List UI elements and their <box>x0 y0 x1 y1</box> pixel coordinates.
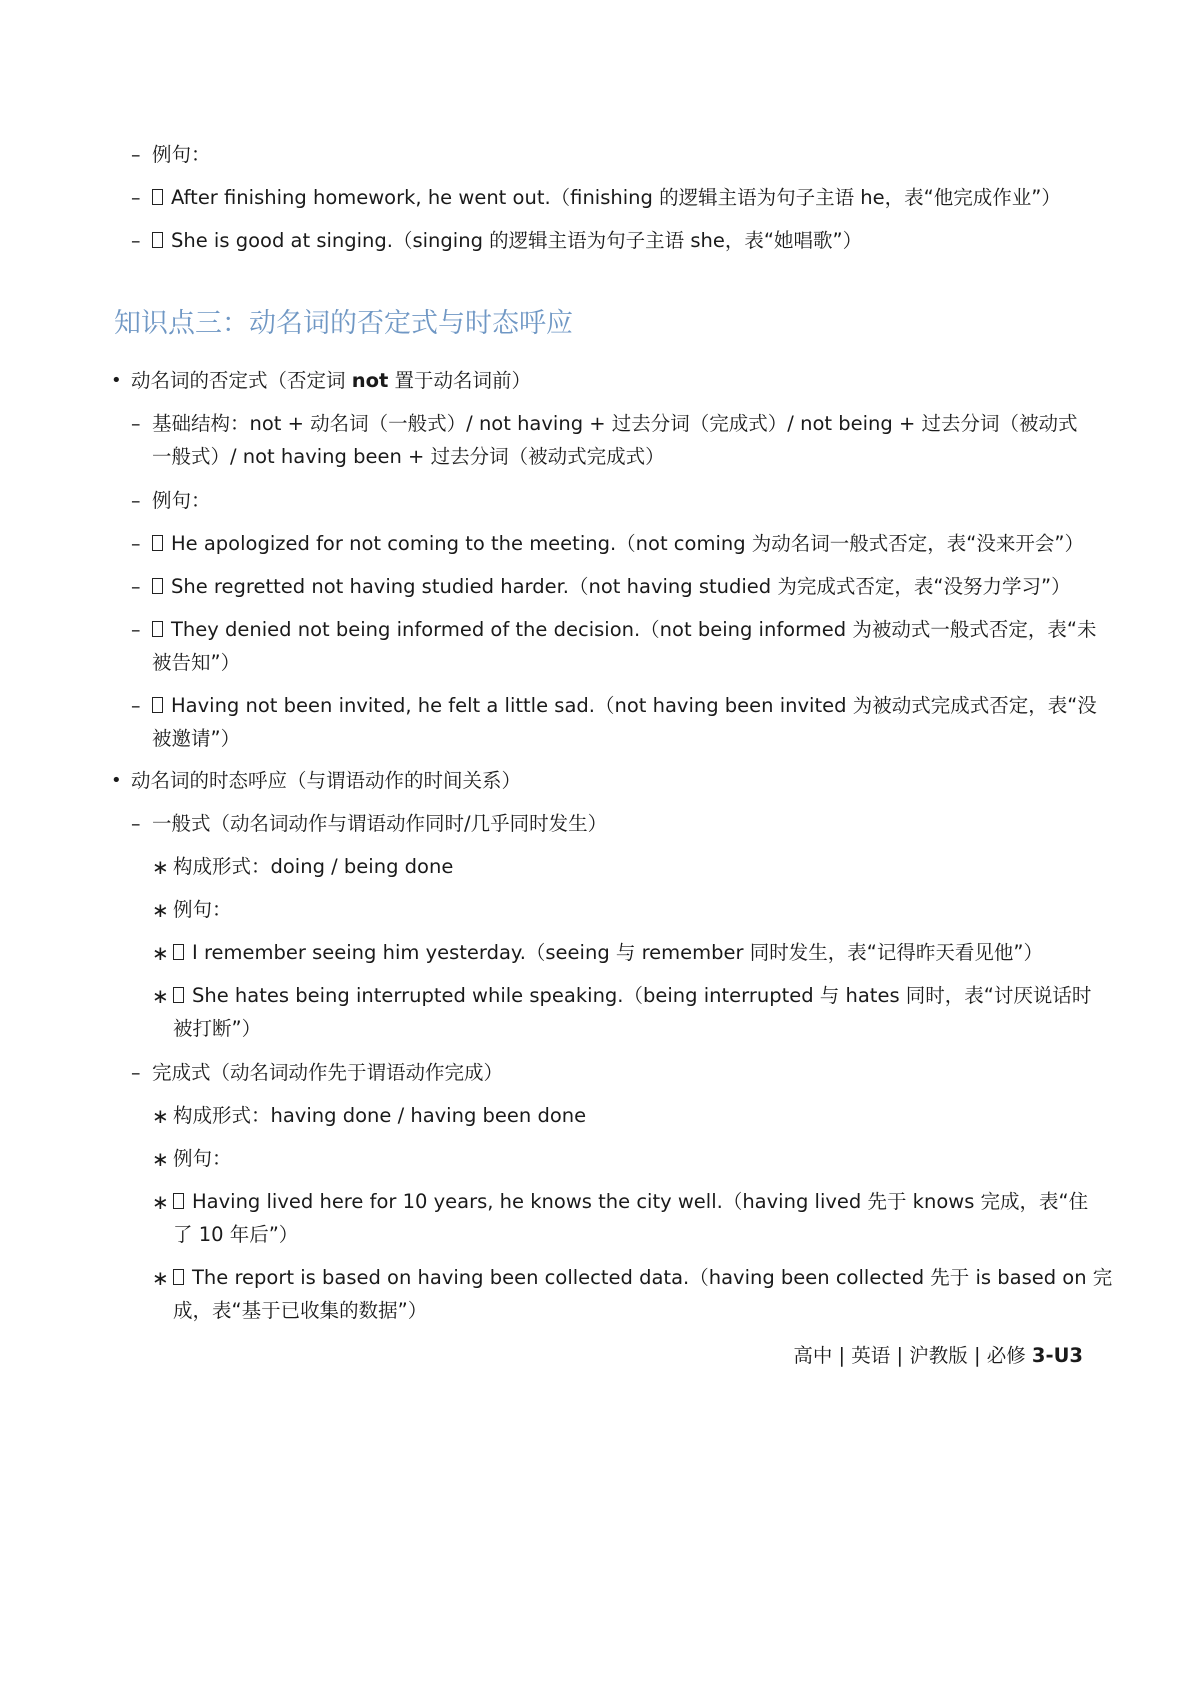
example-sentence <box>152 225 862 257</box>
dash-marker: – <box>131 695 141 717</box>
example-text: He apologized for not coming to the meeting.（not coming 为动名词一般式否定，表“没来开会”） <box>171 532 1085 555</box>
checkbox-icon <box>173 1269 184 1285</box>
footer-text: 高中 | 英语 | 沪教版 | 必修 <box>793 1344 1032 1367</box>
footer-unit: 3-U3 <box>1031 1344 1083 1367</box>
title-part: 动名词的否定式（否定词 <box>131 369 352 392</box>
example-text: I remember seeing him yesterday.（seeing 与 remember 同时发生，表“记得昨天看见他”） <box>192 941 1043 964</box>
example-sentence <box>152 528 1084 560</box>
example-label: 例句： <box>173 1147 232 1170</box>
checkbox-icon <box>173 1193 184 1209</box>
dash-marker: – <box>131 1062 141 1084</box>
star-marker: ∗ <box>152 1147 169 1171</box>
example-sentence <box>173 1262 1112 1294</box>
dash-marker: – <box>131 576 141 598</box>
checkbox-icon <box>152 578 163 594</box>
example-sentence <box>152 690 1097 722</box>
page-footer <box>793 1340 1083 1372</box>
example-text: The report is based on having been collected data.（having been collected 先于 is based on 完 <box>192 1266 1113 1289</box>
tense-title: 动名词的时态呼应（与谓语动作的时间关系） <box>131 769 522 792</box>
example-label: 例句： <box>152 489 211 512</box>
checkbox-icon <box>173 987 184 1003</box>
checkbox-icon <box>173 944 184 960</box>
form-line: 构成形式：doing / being done <box>173 855 454 878</box>
dash-marker: – <box>131 490 141 512</box>
example-sentence <box>152 182 1061 214</box>
negation-title <box>131 365 531 397</box>
checkbox-icon <box>152 189 163 205</box>
example-sentence <box>152 571 1071 603</box>
structure-line: 一般式）/ not having been + 过去分词（被动式完成式） <box>152 445 665 468</box>
example-sentence <box>152 614 1096 646</box>
example-continuation: 被告知”） <box>152 651 241 674</box>
dash-marker: – <box>131 813 141 835</box>
example-continuation: 被打断”） <box>173 1017 262 1040</box>
example-text: She hates being interrupted while speaking.（being interrupted 与 hates 同时，表“讨厌说话时 <box>192 984 1092 1007</box>
dash-marker: – <box>131 619 141 641</box>
checkbox-icon <box>152 697 163 713</box>
general-title: 一般式（动名词动作与谓语动作同时/几乎同时发生） <box>152 812 608 835</box>
example-label: 例句： <box>173 898 232 921</box>
structure-line: 基础结构：not + 动名词（一般式）/ not having + 过去分词（完成式）/ not being + 过去分词（被动式 <box>152 412 1078 435</box>
example-text: After finishing homework, he went out.（finishing 的逻辑主语为句子主语 he，表“他完成作业”） <box>171 186 1061 209</box>
bullet-marker: • <box>111 370 122 391</box>
bullet-marker: • <box>111 770 122 791</box>
checkbox-icon <box>152 232 163 248</box>
example-text: Having not been invited, he felt a little sad.（not having been invited 为被动式完成式否定，表“没 <box>171 694 1097 717</box>
example-sentence <box>173 1186 1088 1218</box>
star-marker: ∗ <box>152 1104 169 1128</box>
dash-marker: – <box>131 413 141 435</box>
form-line: 构成形式：having done / having been done <box>173 1104 587 1127</box>
star-marker: ∗ <box>152 984 169 1008</box>
example-continuation: 被邀请”） <box>152 727 241 750</box>
example-text: She regretted not having studied harder.（not having studied 为完成式否定，表“没努力学习”） <box>171 575 1071 598</box>
star-marker: ∗ <box>152 855 169 879</box>
example-text: She is good at singing.（singing 的逻辑主语为句子主语 she，表“她唱歌”） <box>171 229 863 252</box>
example-continuation: 成，表“基于已收集的数据”） <box>173 1299 428 1322</box>
example-sentence <box>173 937 1043 969</box>
star-marker: ∗ <box>152 1190 169 1214</box>
dash-marker: – <box>131 187 141 209</box>
star-marker: ∗ <box>152 1266 169 1290</box>
example-sentence <box>173 980 1091 1012</box>
section-heading: 知识点三：动名词的否定式与时态呼应 <box>114 308 573 339</box>
example-label: 例句： <box>152 143 211 166</box>
dash-marker: – <box>131 144 141 166</box>
star-marker: ∗ <box>152 941 169 965</box>
perfect-title: 完成式（动名词动作先于谓语动作完成） <box>152 1061 504 1084</box>
example-continuation: 了 10 年后”） <box>173 1223 299 1246</box>
example-text: Having lived here for 10 years, he knows the city well.（having lived 先于 knows 完成，表“住 <box>192 1190 1089 1213</box>
title-part: 置于动名词前） <box>388 369 532 392</box>
title-bold-part: not <box>351 369 389 392</box>
checkbox-icon <box>152 621 163 637</box>
dash-marker: – <box>131 230 141 252</box>
dash-marker: – <box>131 533 141 555</box>
star-marker: ∗ <box>152 898 169 922</box>
checkbox-icon <box>152 535 163 551</box>
example-text: They denied not being informed of the decision.（not being informed 为被动式一般式否定，表“未 <box>171 618 1097 641</box>
